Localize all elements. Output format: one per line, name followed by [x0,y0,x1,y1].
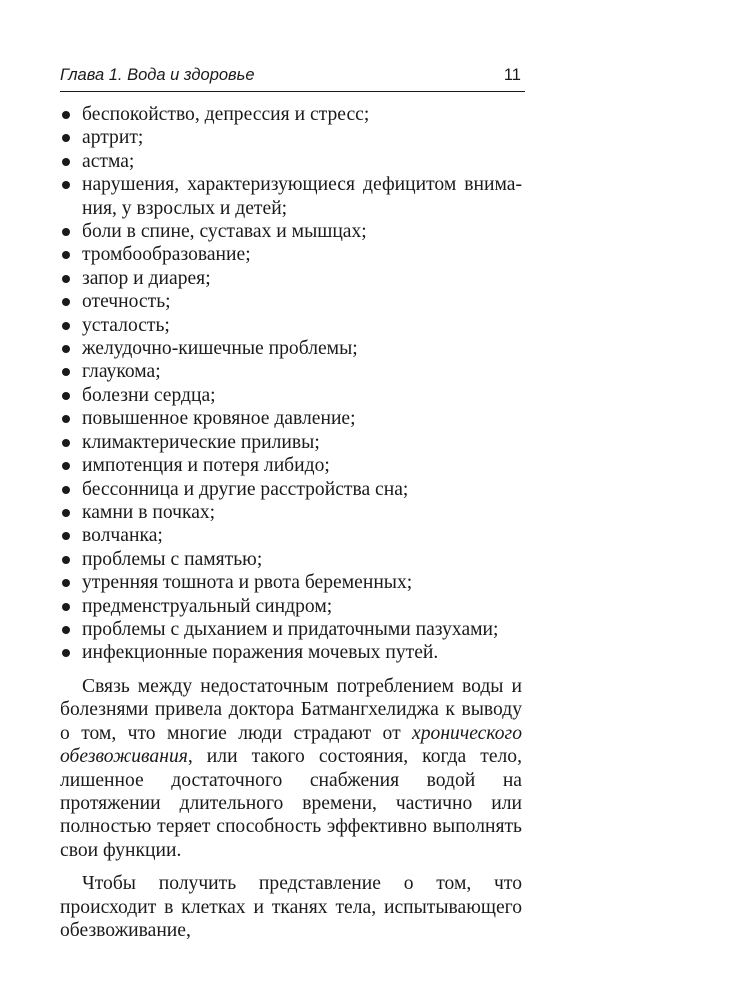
list-item-line: нарушения, характеризующиеся дефицитом внима- [82,174,522,196]
paragraph [60,675,522,862]
list-item: артрит; [60,126,522,149]
list-item: утренняя тошнота и рвота беременных; [60,571,522,594]
page-number: 11 [503,66,521,84]
list-item: желудочно-кишечные проблемы; [60,337,522,360]
list-item [60,173,522,220]
list-item: отечность; [60,290,522,313]
list-item: камни в почках; [60,501,522,524]
paragraph-text: Связь между недостаточным потреблением воды и болезнями привела доктора Батмангхелиджа к выводу о том, что многие люди страдают от [60,676,522,744]
list-item: климактерические приливы; [60,431,522,454]
list-item: тромбообразование; [60,243,522,266]
paragraph: Чтобы получить представление о том, что происходит в клетках и тканях тела, испытывающего обезвоживание, [60,873,522,942]
list-item: боли в спине, суставах и мышцах; [60,220,522,243]
list-item: болезни сердца; [60,384,522,407]
list-item: волчанка; [60,524,522,547]
list-item: импотенция и потеря либидо; [60,454,522,477]
list-item: повышенное кровяное давление; [60,407,522,430]
list-item: проблемы с памятью; [60,548,522,571]
running-head: Глава 1. Вода и здоровье [60,66,255,84]
list-item: беспокойство, депрессия и стресс; [60,103,522,126]
list-item: инфекционные поражения мочевых путей. [60,641,522,664]
body-text [60,675,522,952]
paragraph-text: , или такого состояния, когда тело, лишенное достаточного снабжения водой на протяжении длительного времени, частично или полностью теряет способность эффективно выполнять свои функции. [60,746,522,861]
list-item: бессонница и другие расстройства сна; [60,478,522,501]
list-item: глаукома; [60,360,522,383]
page-header [60,63,525,92]
bullet-list [60,103,522,665]
italic-term: хронического обезвоживания [60,722,522,768]
list-item: проблемы с дыханием и придаточными пазухами; [60,618,522,641]
list-item: усталость; [60,314,522,337]
list-item: запор и диарея; [60,267,522,290]
list-item: астма; [60,150,522,173]
list-item: предменструальный синдром; [60,595,522,618]
list-item-line: ния, у взрослых и детей; [82,197,288,219]
